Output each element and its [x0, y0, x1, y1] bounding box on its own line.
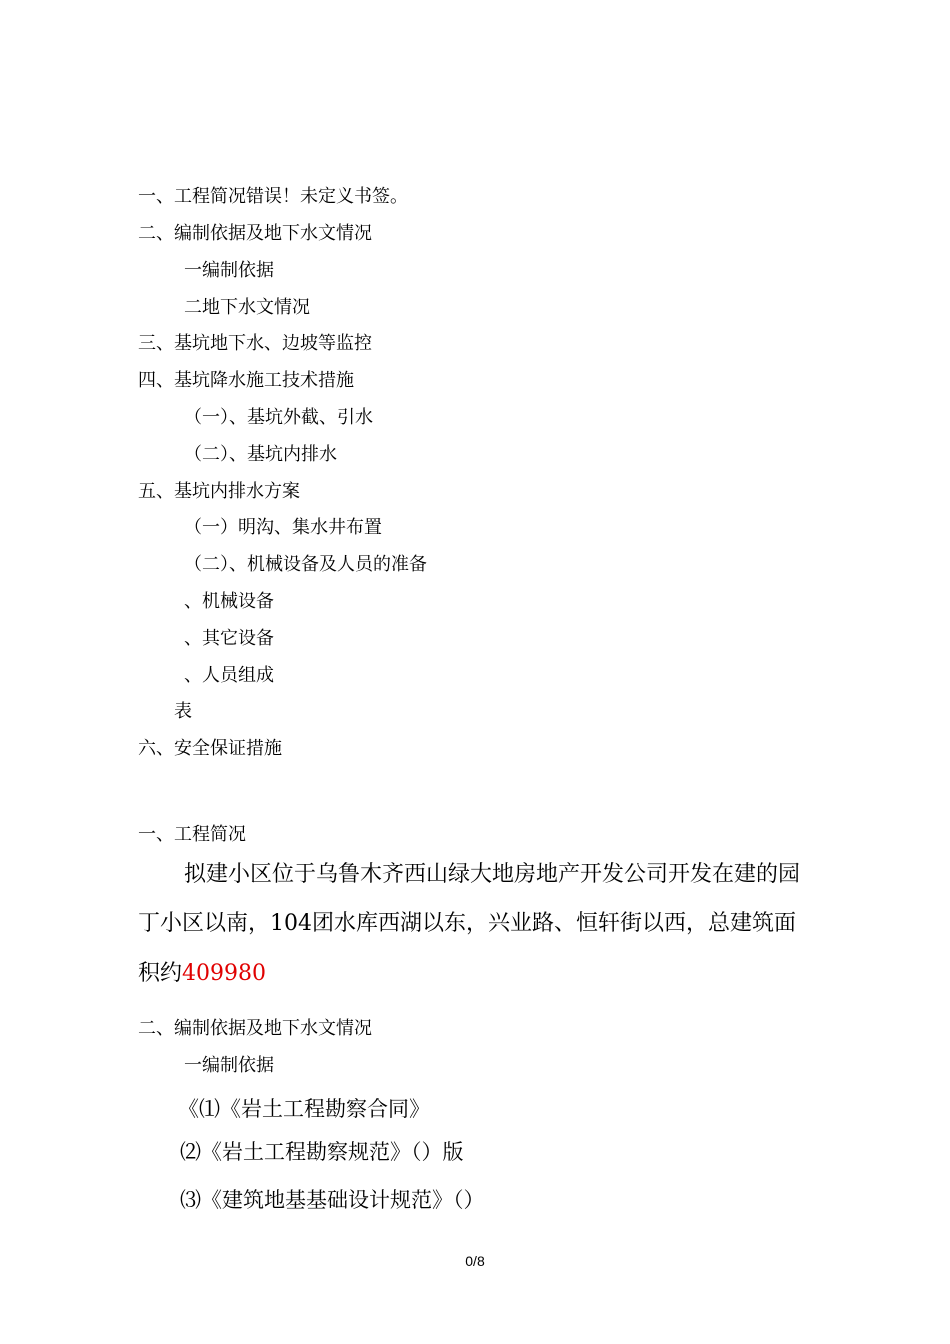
toc-item[interactable]: 、机械设备	[184, 591, 274, 612]
toc-item[interactable]: 六、安全保证措施	[138, 738, 282, 759]
toc-item[interactable]: 二、编制依据及地下水文情况	[138, 223, 372, 244]
paragraph-text: 积约	[138, 961, 183, 986]
toc-item[interactable]: 四、基坑降水施工技术措施	[138, 370, 354, 391]
reference-item: 《⑴《岩土工程勘察合同》	[178, 1097, 430, 1121]
reference-item: ⑶《建筑地基基础设计规范》（）	[180, 1188, 485, 1212]
toc-item[interactable]: 表	[174, 701, 192, 722]
toc-item[interactable]: （二）、机械设备及人员的准备	[184, 554, 427, 575]
highlighted-value: 409980	[182, 961, 266, 986]
toc-item[interactable]: 一、工程简况错误！未定义书签。	[138, 186, 408, 207]
toc-item[interactable]: 、人员组成	[184, 665, 274, 686]
toc-item[interactable]: （一）、基坑外截、引水	[184, 407, 373, 428]
toc-item[interactable]: 、其它设备	[184, 628, 274, 649]
toc-item[interactable]: 二地下水文情况	[184, 297, 310, 318]
toc-item[interactable]: 一编制依据	[184, 260, 274, 281]
paragraph-line	[138, 960, 266, 988]
toc-item[interactable]: （二）、基坑内排水	[184, 444, 337, 465]
paragraph-line: 拟建小区位于乌鲁木齐西山绿大地房地产开发公司开发在建的园	[184, 862, 801, 887]
reference-item: ⑵《岩土工程勘察规范》（）版	[180, 1140, 464, 1164]
section-heading: 一、工程简况	[138, 824, 246, 845]
paragraph-line: 丁小区以南，104团水库西湖以东，兴业路、恒轩街以西，总建筑面	[138, 911, 796, 936]
subsection-heading: 一编制依据	[184, 1055, 274, 1076]
toc-item[interactable]: 五、基坑内排水方案	[138, 481, 300, 502]
section-heading: 二、编制依据及地下水文情况	[138, 1018, 372, 1039]
toc-item[interactable]: 三、基坑地下水、边坡等监控	[138, 333, 372, 354]
toc-item[interactable]: （一）明沟、集水井布置	[184, 517, 382, 538]
page-number: 0/8	[465, 1253, 485, 1269]
